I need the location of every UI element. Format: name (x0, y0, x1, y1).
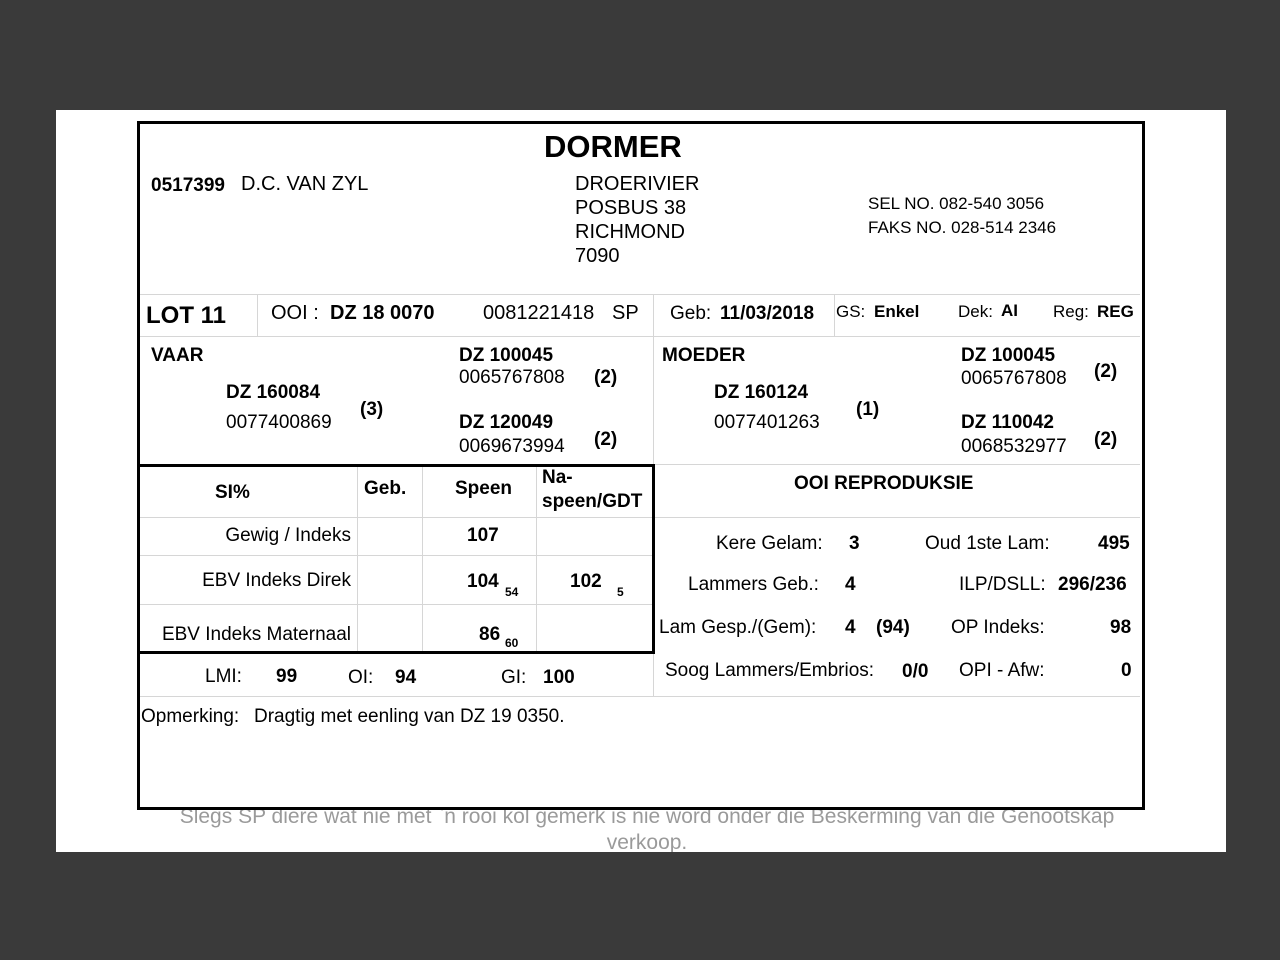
naspeen-header: speen/GDT (542, 491, 643, 512)
lmi-value: 99 (276, 666, 298, 687)
opi-label: OPI - Afw: (959, 660, 1045, 681)
soog-value: 0/0 (902, 661, 929, 682)
remark-label: Opmerking: (141, 706, 240, 727)
divider (834, 294, 835, 336)
vaar-dam-count: (2) (594, 429, 618, 450)
moeder-dam-id: DZ 110042 (961, 412, 1054, 433)
divider (257, 294, 258, 336)
address-line: RICHMOND (575, 221, 685, 243)
si-row-speen: 104 (467, 571, 499, 592)
gesp-gem-value: (94) (876, 617, 910, 638)
gesp-value: 4 (845, 617, 856, 638)
dek-label: Dek: (958, 302, 993, 321)
si-row-naspeen-accuracy: 5 (617, 585, 624, 599)
owner-code: 0517399 (151, 175, 225, 196)
op-value: 98 (1110, 617, 1132, 638)
oud-label: Oud 1ste Lam: (925, 533, 1050, 554)
divider (654, 464, 1140, 465)
moeder-sire-number: 0065767808 (961, 368, 1067, 389)
lammers-value: 4 (845, 574, 856, 595)
sp-mark: SP (612, 302, 639, 324)
op-label: OP Indeks: (951, 617, 1045, 638)
divider (140, 294, 1140, 295)
gesp-label: Lam Gesp./(Gem): (659, 617, 817, 638)
gs-label: GS: (836, 302, 866, 321)
reg-label: Reg: (1053, 302, 1089, 321)
gs-value: Enkel (874, 302, 920, 321)
oi-value: 94 (395, 667, 417, 688)
divider (140, 696, 1140, 697)
vaar-sire-id: DZ 100045 (459, 345, 554, 366)
moeder-dam-count: (2) (1094, 429, 1118, 450)
divider (140, 604, 654, 605)
moeder-sire-id: DZ 100045 (961, 345, 1056, 366)
reproduction-title: OOI REPRODUKSIE (794, 473, 974, 494)
divider (140, 336, 1140, 337)
owner-name: D.C. VAN ZYL (241, 173, 369, 195)
geb-label: Geb: (670, 303, 712, 324)
lammers-label: Lammers Geb.: (688, 574, 819, 595)
vaar-count: (3) (360, 399, 384, 420)
vaar-dam-id: DZ 120049 (459, 412, 554, 433)
si-row-speen: 107 (467, 525, 499, 546)
si-table-border (652, 464, 655, 654)
geb-header: Geb. (364, 478, 407, 499)
ooi-number: 0081221418 (483, 302, 595, 324)
ooi-id: DZ 18 0070 (330, 302, 435, 324)
si-row-label: Gewig / Indeks (225, 525, 351, 546)
gi-value: 100 (543, 667, 575, 688)
vaar-number: 0077400869 (226, 412, 332, 433)
divider (140, 517, 654, 518)
footer-note: Slegs SP diere wat nie met `n rooi kol gemerk is nie word onder die Beskerming van die Genootskap verkoop. (179, 805, 1115, 852)
address-line: 7090 (575, 245, 620, 267)
fax-number: FAKS NO. 028-514 2346 (868, 218, 1057, 237)
vaar-sire-number: 0065767808 (459, 367, 565, 388)
si-row-speen-accuracy: 54 (505, 585, 519, 599)
si-table-border (138, 651, 655, 654)
si-table-border (138, 464, 655, 467)
lmi-label: LMI: (205, 666, 242, 687)
moeder-dam-number: 0068532977 (961, 436, 1067, 457)
soog-label: Soog Lammers/Embrios: (665, 660, 875, 681)
divider (422, 465, 423, 653)
cell-number: SEL NO. 082-540 3056 (868, 194, 1045, 213)
divider (357, 465, 358, 653)
ilp-label: ILP/DSLL: (959, 574, 1046, 595)
si-row-label: EBV Indeks Maternaal (161, 624, 351, 645)
naspeen-header: Na- (542, 467, 573, 488)
lot-number: LOT 11 (146, 302, 227, 329)
ilp-value: 296/236 (1058, 574, 1127, 595)
si-header: SI% (215, 482, 250, 503)
address-line: POSBUS 38 (575, 197, 687, 219)
oud-value: 495 (1098, 533, 1130, 554)
vaar-id: DZ 160084 (226, 382, 321, 403)
si-row-speen-accuracy: 60 (505, 636, 519, 650)
moeder-number: 0077401263 (714, 412, 820, 433)
si-row-label: EBV Indeks Direk (202, 570, 351, 591)
dek-value: AI (1001, 301, 1018, 320)
si-row-speen: 86 (479, 624, 501, 645)
opi-value: 0 (1121, 660, 1132, 681)
moeder-id: DZ 160124 (714, 382, 809, 403)
gi-label: GI: (501, 667, 527, 688)
ooi-label: OOI : (271, 302, 319, 324)
vaar-sire-count: (2) (594, 367, 618, 388)
divider (536, 465, 537, 653)
birth-date: 11/03/2018 (720, 303, 815, 324)
divider (654, 517, 1140, 518)
kere-value: 3 (849, 533, 860, 554)
vaar-dam-number: 0069673994 (459, 436, 565, 457)
vaar-label: VAAR (151, 345, 204, 366)
oi-label: OI: (348, 667, 374, 688)
moeder-label: MOEDER (662, 345, 746, 366)
remark-text: Dragtig met eenling van DZ 19 0350. (254, 706, 565, 727)
address-line: DROERIVIER (575, 173, 700, 195)
kere-label: Kere Gelam: (716, 533, 823, 554)
page-title: DORMER (544, 129, 682, 164)
speen-header: Speen (455, 478, 513, 499)
moeder-count: (1) (856, 399, 880, 420)
si-row-naspeen: 102 (570, 571, 602, 592)
moeder-sire-count: (2) (1094, 361, 1118, 382)
reg-value: REG (1097, 302, 1134, 321)
divider (140, 555, 654, 556)
